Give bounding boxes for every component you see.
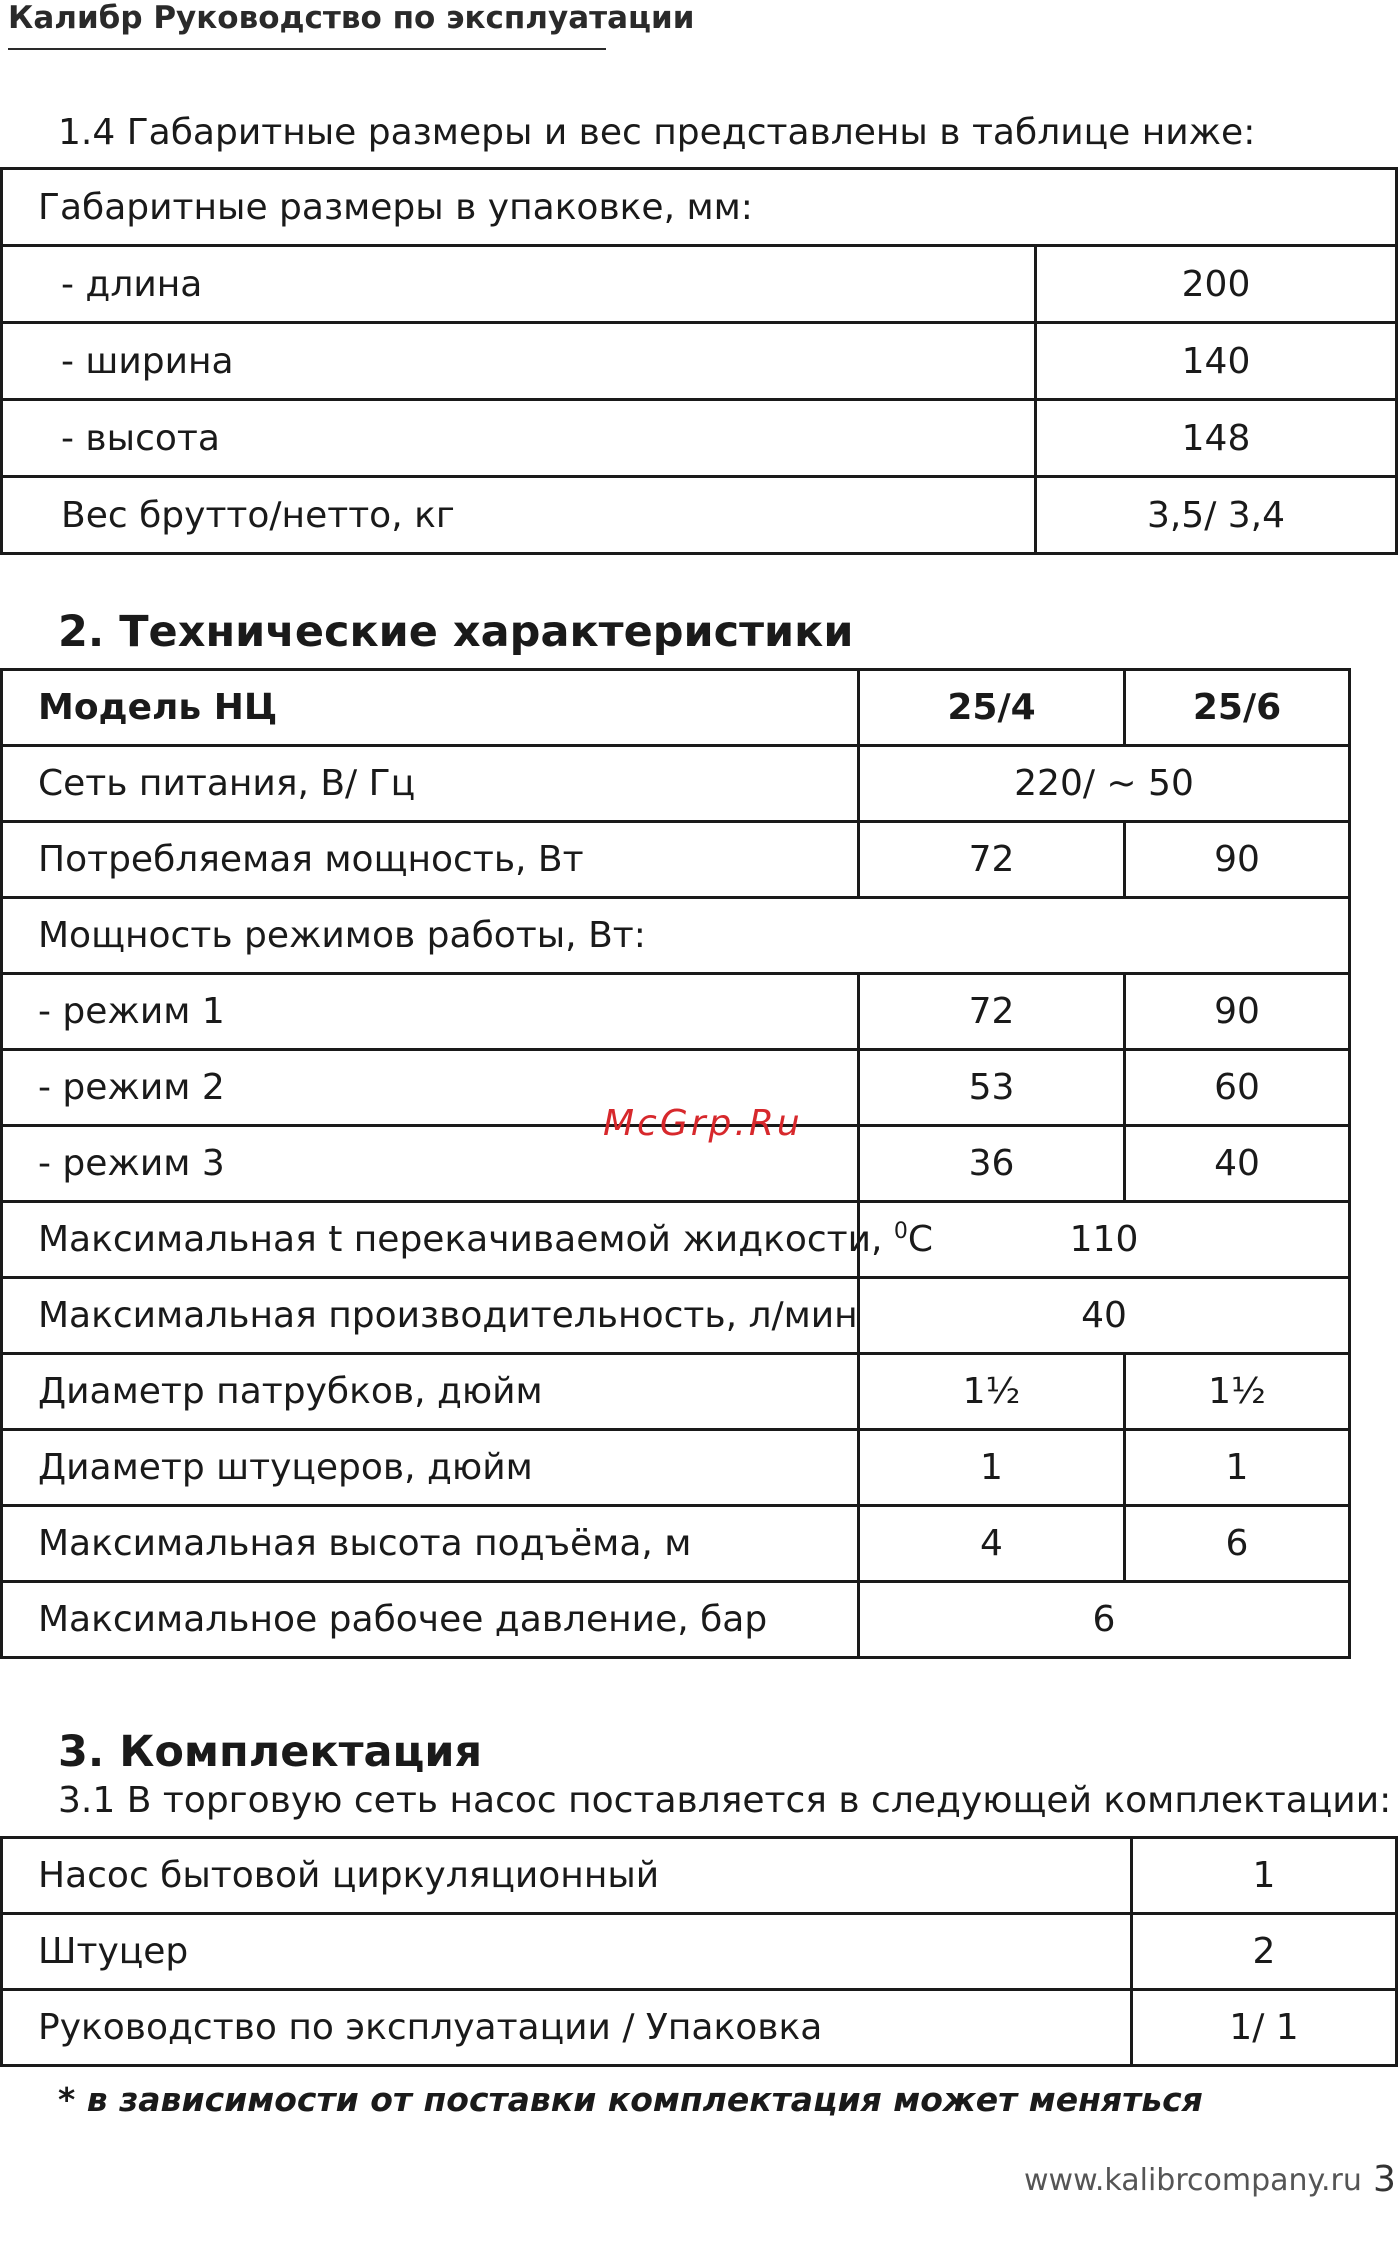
- table-row: [2, 1430, 1350, 1506]
- spec-value-col1: 53: [859, 1050, 1125, 1126]
- spec-label: - режим 1: [2, 974, 859, 1050]
- dimension-value: 140: [1036, 323, 1397, 400]
- dimension-label: - высота: [2, 400, 1036, 477]
- package-heading: 3. Комплектация: [58, 1727, 483, 1777]
- spec-value-col2: 6: [1125, 1506, 1350, 1582]
- spec-label: Максимальная производительность, л/мин: [2, 1278, 859, 1354]
- dimension-value: 200: [1036, 246, 1397, 323]
- table-row: [2, 1914, 1397, 1990]
- spec-label-max-temp: [2, 1202, 934, 1278]
- header-underline: [8, 48, 606, 50]
- specs-head-col1: 25/4: [859, 670, 1125, 746]
- spec-value-col1: 4: [859, 1506, 1125, 1582]
- spec-label: - режим 2: [2, 1050, 859, 1126]
- specs-heading: 2. Технические характеристики: [58, 607, 854, 657]
- package-note: * в зависимости от поставки комплектация может меняться: [58, 2080, 1203, 2119]
- spec-label: Диаметр патрубков, дюйм: [2, 1354, 859, 1430]
- package-item-qty: 1/ 1: [1132, 1990, 1397, 2066]
- watermark: McGrp.Ru: [603, 1103, 803, 1144]
- spec-value-col2: 40: [1125, 1126, 1350, 1202]
- spec-label: - режим 3: [2, 1126, 859, 1202]
- spec-label: Максимальное рабочее давление, бар: [2, 1582, 859, 1658]
- spec-value-col2: 60: [1125, 1050, 1350, 1126]
- table-row: [2, 1354, 1350, 1430]
- spec-label: Максимальная высота подъёма, м: [2, 1506, 859, 1582]
- dimension-label: - длина: [2, 246, 1036, 323]
- spec-value: 220/ ~ 50: [859, 746, 1350, 822]
- table-row: [2, 477, 1397, 554]
- specs-table: [0, 668, 1351, 1659]
- table-row: [2, 246, 1397, 323]
- dimension-label: - ширина: [2, 323, 1036, 400]
- table-row: [2, 1278, 1350, 1354]
- dimensions-table: [0, 167, 1398, 555]
- spec-value-col2: 1½: [1125, 1354, 1350, 1430]
- max-temp-label-text: Максимальная t перекачиваемой жидкости,: [38, 1219, 894, 1260]
- dimensions-group-label: Габаритные размеры в упаковке, мм:: [2, 169, 1397, 246]
- specs-head-col2: 25/6: [1125, 670, 1350, 746]
- table-row: [2, 169, 1397, 246]
- spec-value-col2: 90: [1125, 974, 1350, 1050]
- temp-unit: С: [907, 1219, 934, 1260]
- table-row: [2, 400, 1397, 477]
- package-item-label: Руководство по эксплуатации / Упаковка: [2, 1990, 1132, 2066]
- spec-label: Диаметр штуцеров, дюйм: [2, 1430, 859, 1506]
- table-row: [2, 1990, 1397, 2066]
- table-row: [2, 1506, 1350, 1582]
- spec-value-col1: 1: [859, 1430, 1125, 1506]
- degree-superscript: 0: [893, 1219, 908, 1244]
- spec-value: 40: [859, 1278, 1350, 1354]
- dimensions-intro: 1.4 Габаритные размеры и вес представлены в таблице ниже:: [58, 112, 1256, 153]
- package-item-label: Насос бытовой циркуляционный: [2, 1838, 1132, 1914]
- package-item-qty: 2: [1132, 1914, 1397, 1990]
- spec-label: Сеть питания, В/ Гц: [2, 746, 859, 822]
- table-row: [2, 898, 1350, 974]
- table-row: [2, 1202, 1350, 1278]
- package-item-label: Штуцер: [2, 1914, 1132, 1990]
- spec-value-col1: 72: [859, 974, 1125, 1050]
- spec-value-col2: 1: [1125, 1430, 1350, 1506]
- table-row: [2, 1582, 1350, 1658]
- package-intro: 3.1 В торговую сеть насос поставляется в следующей комплектации:: [58, 1780, 1392, 1821]
- spec-value-col2: 90: [1125, 822, 1350, 898]
- specs-head-label: Модель НЦ: [2, 670, 859, 746]
- table-row: [2, 746, 1350, 822]
- spec-modes-label: Мощность режимов работы, Вт:: [2, 898, 1350, 974]
- spec-value: 6: [859, 1582, 1350, 1658]
- table-row: [2, 822, 1350, 898]
- package-item-qty: 1: [1132, 1838, 1397, 1914]
- spec-value: 110: [859, 1202, 1350, 1278]
- package-table: [0, 1836, 1398, 2067]
- footer-url[interactable]: www.kalibrcompany.ru: [1024, 2163, 1362, 2198]
- table-row: [2, 974, 1350, 1050]
- table-row: [2, 1838, 1397, 1914]
- document-header-title: Калибр Руководство по эксплуатации: [8, 0, 695, 36]
- table-row: [2, 670, 1350, 746]
- spec-label: Потребляемая мощность, Вт: [2, 822, 859, 898]
- dimension-value: 148: [1036, 400, 1397, 477]
- spec-value-col1: 36: [859, 1126, 1125, 1202]
- table-row: [2, 323, 1397, 400]
- spec-value-col1: 1½: [859, 1354, 1125, 1430]
- spec-value-col1: 72: [859, 822, 1125, 898]
- dimension-value: 3,5/ 3,4: [1036, 477, 1397, 554]
- page-number: 3: [1373, 2159, 1396, 2200]
- dimension-label: Вес брутто/нетто, кг: [2, 477, 1036, 554]
